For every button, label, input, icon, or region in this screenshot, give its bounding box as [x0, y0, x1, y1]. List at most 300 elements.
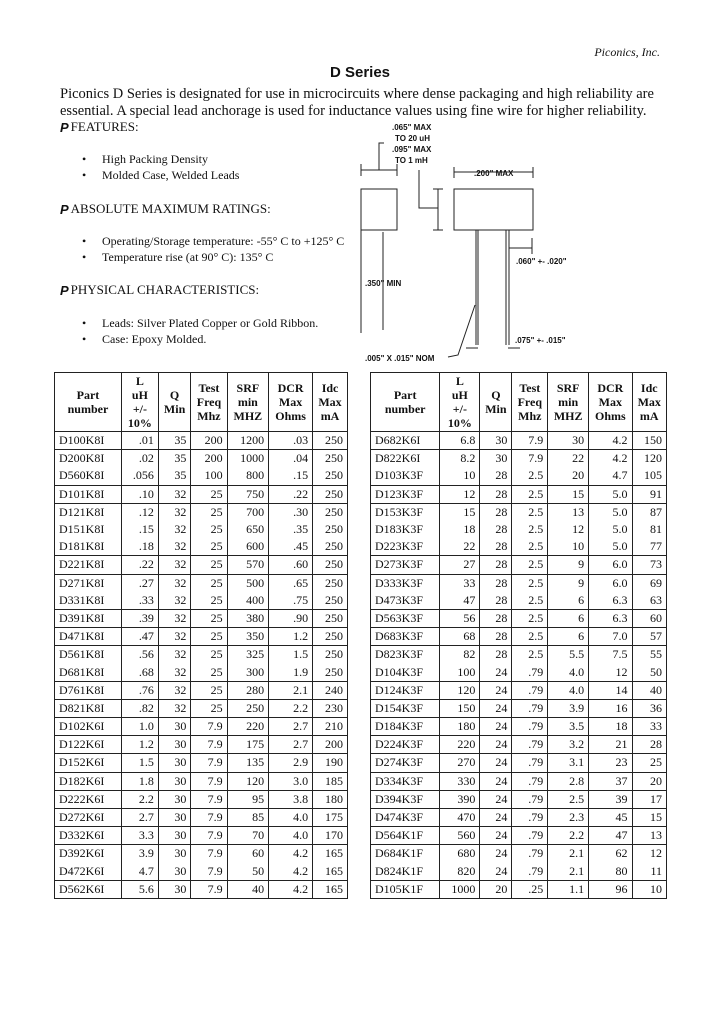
list-item: • Operating/Storage temperature: -55° C to +125° C	[82, 233, 344, 249]
part-number-cell: D472K6I	[55, 863, 122, 881]
value-cell: 32	[158, 609, 190, 627]
value-cell: 7.9	[512, 450, 548, 468]
ratings-list	[82, 233, 344, 265]
value-cell: .79	[512, 845, 548, 863]
value-cell: .15	[269, 467, 313, 485]
value-cell: 250	[313, 503, 348, 521]
value-cell: 165	[313, 880, 348, 898]
value-cell: .79	[512, 827, 548, 845]
value-cell: 11	[632, 863, 666, 881]
value-cell: 20	[480, 880, 512, 898]
value-cell: 24	[480, 790, 512, 808]
value-cell: 33	[632, 718, 666, 736]
value-cell: 470	[440, 808, 480, 826]
value-cell: 7.9	[191, 827, 227, 845]
value-cell: 1200	[227, 432, 268, 450]
part-number-cell: D200K8I	[55, 450, 122, 468]
value-cell: 100	[440, 663, 480, 681]
column-header	[480, 373, 512, 432]
column-header-line: +/-	[452, 402, 467, 416]
value-cell: 2.5	[512, 485, 548, 503]
table-row	[371, 808, 667, 826]
value-cell: 10	[632, 880, 666, 898]
value-cell: 250	[313, 574, 348, 592]
value-cell: .25	[512, 880, 548, 898]
column-header	[512, 373, 548, 432]
part-number-cell: D331K8I	[55, 592, 122, 610]
table-row	[371, 556, 667, 574]
value-cell: 280	[227, 681, 268, 699]
value-cell: 650	[227, 521, 268, 538]
value-cell: 120	[632, 450, 666, 468]
value-cell: 25	[191, 485, 227, 503]
value-cell: 30	[158, 880, 190, 898]
value-cell: 24	[480, 808, 512, 826]
value-cell: 2.1	[548, 845, 589, 863]
value-cell: 120	[227, 772, 268, 790]
value-cell: 2.5	[512, 609, 548, 627]
column-header	[55, 373, 122, 432]
table-row	[371, 521, 667, 538]
column-header-line: Mhz	[518, 409, 542, 423]
value-cell: 25	[191, 609, 227, 627]
value-cell: 24	[480, 845, 512, 863]
value-cell: 105	[632, 467, 666, 485]
column-header-line: L	[135, 374, 144, 388]
value-cell: .056	[121, 467, 158, 485]
section-title: ABSOLUTE MAXIMUM RATINGS:	[70, 201, 271, 216]
column-header	[121, 373, 158, 432]
table-row	[55, 699, 348, 717]
value-cell: 81	[632, 521, 666, 538]
company-name: Piconics, Inc.	[594, 45, 660, 59]
table-row	[55, 880, 348, 898]
value-cell: 25	[191, 681, 227, 699]
value-cell: 28	[480, 556, 512, 574]
part-number-cell: D681K8I	[55, 663, 122, 681]
table-row	[371, 754, 667, 772]
value-cell: 6.8	[440, 432, 480, 450]
part-number-cell: D222K6I	[55, 790, 122, 808]
value-cell: 12	[632, 845, 666, 863]
value-cell: 330	[440, 772, 480, 790]
value-cell: 1000	[440, 880, 480, 898]
value-cell: .18	[121, 538, 158, 556]
value-cell: 15	[632, 808, 666, 826]
value-cell: 18	[440, 521, 480, 538]
value-cell: 7.0	[589, 628, 632, 646]
table-row	[371, 538, 667, 556]
column-header-line: Freq	[517, 395, 543, 409]
dim-label: .075" +- .015"	[515, 336, 566, 345]
value-cell: 39	[589, 790, 632, 808]
intro-paragraph: Piconics D Series is designated for use in microcircuits where dense packaging and high reliability are essential. A special lead anchorage is used for inductance values using fine wire for higher reliability.	[60, 86, 654, 119]
part-number-cell: D564K1F	[371, 827, 440, 845]
part-number-cell: D562K6I	[55, 880, 122, 898]
value-cell: 150	[440, 699, 480, 717]
column-header	[440, 373, 480, 432]
column-header-line: Idc	[640, 381, 658, 395]
value-cell: 50	[632, 663, 666, 681]
column-header	[548, 373, 589, 432]
value-cell: 7.9	[191, 736, 227, 754]
part-number-cell: D224K3F	[371, 736, 440, 754]
value-cell: 32	[158, 699, 190, 717]
value-cell: 1.2	[269, 628, 313, 646]
value-cell: .79	[512, 790, 548, 808]
value-cell: 2.7	[269, 718, 313, 736]
section-features-heading	[60, 119, 139, 135]
value-cell: 700	[227, 503, 268, 521]
value-cell: 57	[632, 628, 666, 646]
value-cell: 30	[158, 845, 190, 863]
value-cell: 2.5	[512, 503, 548, 521]
value-cell: 24	[480, 772, 512, 790]
value-cell: 165	[313, 845, 348, 863]
value-cell: 68	[440, 628, 480, 646]
value-cell: 200	[313, 736, 348, 754]
part-number-cell: D104K3F	[371, 663, 440, 681]
value-cell: 7.9	[191, 754, 227, 772]
list-item: • Molded Case, Welded Leads	[82, 167, 239, 183]
value-cell: 32	[158, 503, 190, 521]
value-cell: 7.9	[191, 880, 227, 898]
value-cell: 22	[440, 538, 480, 556]
column-header	[191, 373, 227, 432]
value-cell: 2.5	[512, 574, 548, 592]
value-cell: 7.9	[191, 790, 227, 808]
value-cell: 30	[158, 827, 190, 845]
value-cell: 2.5	[512, 556, 548, 574]
table-row	[55, 467, 348, 485]
value-cell: 30	[158, 863, 190, 881]
column-header	[589, 373, 632, 432]
part-number-cell: D394K3F	[371, 790, 440, 808]
value-cell: .12	[121, 503, 158, 521]
part-number-cell: D272K6I	[55, 808, 122, 826]
value-cell: 400	[227, 592, 268, 610]
list-item: • High Packing Density	[82, 151, 239, 167]
value-cell: 32	[158, 574, 190, 592]
column-header-line: Test	[198, 381, 220, 395]
value-cell: 12	[440, 485, 480, 503]
column-header-line: Part	[393, 388, 417, 402]
table-row	[55, 736, 348, 754]
value-cell: 47	[589, 827, 632, 845]
table-row	[55, 681, 348, 699]
part-number-cell: D683K3F	[371, 628, 440, 646]
value-cell: 60	[227, 845, 268, 863]
column-header-line: number	[384, 402, 426, 416]
value-cell: 220	[440, 736, 480, 754]
table-row	[55, 521, 348, 538]
table-row	[371, 845, 667, 863]
value-cell: 3.3	[121, 827, 158, 845]
dim-label: .060" +- .020"	[516, 257, 567, 266]
table-row	[55, 845, 348, 863]
value-cell: 5.0	[589, 521, 632, 538]
table-row	[371, 646, 667, 664]
column-header-line: min	[558, 395, 579, 409]
column-header-line: min	[237, 395, 258, 409]
value-cell: 1.5	[269, 646, 313, 664]
piconics-logo-icon: P	[60, 201, 69, 217]
value-cell: 14	[589, 681, 632, 699]
value-cell: 87	[632, 503, 666, 521]
value-cell: 40	[227, 880, 268, 898]
table-row	[55, 718, 348, 736]
part-number-cell: D392K6I	[55, 845, 122, 863]
value-cell: 240	[313, 681, 348, 699]
value-cell: 1.0	[121, 718, 158, 736]
column-header-line: Mhz	[197, 409, 221, 423]
features-list	[82, 151, 239, 183]
part-number-cell: D560K8I	[55, 467, 122, 485]
part-number-cell: D274K3F	[371, 754, 440, 772]
value-cell: 3.1	[548, 754, 589, 772]
value-cell: 2.5	[512, 646, 548, 664]
part-number-cell: D271K8I	[55, 574, 122, 592]
value-cell: 250	[313, 646, 348, 664]
value-cell: .10	[121, 485, 158, 503]
table-row	[371, 432, 667, 450]
dim-label: .095" MAX	[392, 145, 432, 154]
value-cell: 1.5	[121, 754, 158, 772]
part-number-cell: D391K8I	[55, 609, 122, 627]
value-cell: 25	[191, 663, 227, 681]
value-cell: .79	[512, 808, 548, 826]
value-cell: 4.0	[269, 827, 313, 845]
value-cell: .68	[121, 663, 158, 681]
table-row	[371, 790, 667, 808]
dim-label: .005" X .015" NOM	[365, 354, 435, 363]
value-cell: 500	[227, 574, 268, 592]
value-cell: 570	[227, 556, 268, 574]
value-cell: 35	[158, 450, 190, 468]
value-cell: 150	[632, 432, 666, 450]
table-row	[371, 880, 667, 898]
value-cell: 9	[548, 556, 589, 574]
column-header-line: DCR	[597, 381, 624, 395]
parts-table-left	[54, 372, 348, 899]
table-row	[371, 863, 667, 881]
value-cell: 1000	[227, 450, 268, 468]
page-title: D Series	[329, 64, 391, 81]
value-cell: 1.8	[121, 772, 158, 790]
value-cell: 32	[158, 485, 190, 503]
value-cell: 30	[158, 772, 190, 790]
value-cell: 250	[313, 485, 348, 503]
value-cell: .35	[269, 521, 313, 538]
part-number-cell: D184K3F	[371, 718, 440, 736]
part-number-cell: D473K3F	[371, 592, 440, 610]
part-number-cell: D561K8I	[55, 646, 122, 664]
value-cell: .33	[121, 592, 158, 610]
value-cell: .75	[269, 592, 313, 610]
value-cell: 37	[589, 772, 632, 790]
value-cell: 5.0	[589, 538, 632, 556]
table-row	[371, 485, 667, 503]
column-header-line: Ohms	[594, 409, 626, 423]
value-cell: 15	[440, 503, 480, 521]
part-number-cell: D121K8I	[55, 503, 122, 521]
value-cell: 13	[632, 827, 666, 845]
column-header-line: MHZ	[233, 409, 263, 423]
value-cell: 250	[313, 628, 348, 646]
value-cell: 4.7	[589, 467, 632, 485]
value-cell: .03	[269, 432, 313, 450]
value-cell: 7.9	[512, 432, 548, 450]
table-row	[55, 754, 348, 772]
value-cell: 30	[480, 432, 512, 450]
table-row	[55, 556, 348, 574]
value-cell: 250	[313, 663, 348, 681]
value-cell: 250	[313, 609, 348, 627]
value-cell: 50	[227, 863, 268, 881]
column-header	[313, 373, 348, 432]
value-cell: 600	[227, 538, 268, 556]
column-header-line: Min	[485, 402, 507, 416]
table-row	[371, 450, 667, 468]
value-cell: 165	[313, 863, 348, 881]
table-row	[371, 467, 667, 485]
value-cell: .79	[512, 736, 548, 754]
value-cell: 25	[191, 646, 227, 664]
part-number-cell: D221K8I	[55, 556, 122, 574]
value-cell: 4.2	[269, 863, 313, 881]
value-cell: 135	[227, 754, 268, 772]
table-row	[371, 736, 667, 754]
table-row	[371, 574, 667, 592]
value-cell: 23	[589, 754, 632, 772]
value-cell: .60	[269, 556, 313, 574]
table-row	[55, 432, 348, 450]
value-cell: 25	[191, 503, 227, 521]
column-header-line: uH	[451, 388, 468, 402]
table-row	[55, 646, 348, 664]
value-cell: 2.9	[269, 754, 313, 772]
dim-label: TO 20 uH	[395, 134, 430, 143]
value-cell: 28	[480, 503, 512, 521]
table-row	[371, 699, 667, 717]
value-cell: .79	[512, 663, 548, 681]
value-cell: 250	[313, 556, 348, 574]
value-cell: 77	[632, 538, 666, 556]
column-header-line: 10%	[127, 416, 152, 430]
value-cell: 60	[632, 609, 666, 627]
value-cell: .22	[121, 556, 158, 574]
value-cell: 200	[191, 450, 227, 468]
value-cell: 28	[480, 592, 512, 610]
value-cell: 28	[632, 736, 666, 754]
parts-table-right	[370, 372, 667, 899]
value-cell: 4.7	[121, 863, 158, 881]
value-cell: 32	[158, 663, 190, 681]
value-cell: 28	[480, 574, 512, 592]
column-header-line: Min	[163, 402, 186, 416]
value-cell: 7.9	[191, 808, 227, 826]
table-row	[55, 663, 348, 681]
value-cell: .76	[121, 681, 158, 699]
value-cell: 25	[191, 556, 227, 574]
column-header-line: Idc	[321, 381, 339, 395]
value-cell: 6	[548, 628, 589, 646]
value-cell: 5.0	[589, 485, 632, 503]
value-cell: .65	[269, 574, 313, 592]
part-number-cell: D821K8I	[55, 699, 122, 717]
value-cell: 10	[440, 467, 480, 485]
value-cell: .79	[512, 754, 548, 772]
table-row	[55, 592, 348, 610]
value-cell: .01	[121, 432, 158, 450]
value-cell: 28	[480, 521, 512, 538]
value-cell: 2.2	[121, 790, 158, 808]
table-row	[371, 663, 667, 681]
value-cell: .22	[269, 485, 313, 503]
part-number-cell: D684K1F	[371, 845, 440, 863]
value-cell: 750	[227, 485, 268, 503]
value-cell: 12	[589, 663, 632, 681]
value-cell: 2.5	[512, 538, 548, 556]
value-cell: 3.9	[121, 845, 158, 863]
column-header-line: Max	[318, 395, 342, 409]
part-number-cell: D153K3F	[371, 503, 440, 521]
value-cell: 56	[440, 609, 480, 627]
value-cell: 2.7	[121, 808, 158, 826]
table-row	[371, 718, 667, 736]
value-cell: 45	[589, 808, 632, 826]
value-cell: 5.0	[589, 503, 632, 521]
part-number-cell: D152K6I	[55, 754, 122, 772]
value-cell: 4.0	[548, 663, 589, 681]
value-cell: 800	[227, 467, 268, 485]
table-row	[55, 827, 348, 845]
column-header-line: 10%	[447, 416, 472, 430]
value-cell: 7.9	[191, 772, 227, 790]
value-cell: 250	[313, 521, 348, 538]
value-cell: 2.8	[548, 772, 589, 790]
table-row	[55, 772, 348, 790]
value-cell: 250	[313, 432, 348, 450]
column-header-line: Part	[76, 388, 100, 402]
value-cell: .82	[121, 699, 158, 717]
value-cell: 4.2	[589, 450, 632, 468]
value-cell: 32	[158, 592, 190, 610]
column-header-line: +/-	[132, 402, 147, 416]
value-cell: 1.1	[548, 880, 589, 898]
part-number-cell: D154K3F	[371, 699, 440, 717]
value-cell: 7.9	[191, 863, 227, 881]
table-row	[55, 574, 348, 592]
part-number-cell: D151K8I	[55, 521, 122, 538]
value-cell: .79	[512, 772, 548, 790]
value-cell: 190	[313, 754, 348, 772]
value-cell: 33	[440, 574, 480, 592]
column-header-line: Freq	[196, 395, 222, 409]
value-cell: 350	[227, 628, 268, 646]
table-row	[371, 592, 667, 610]
column-header-line: Max	[278, 395, 303, 409]
dim-label: .065" MAX	[392, 123, 432, 132]
part-number-cell: D122K6I	[55, 736, 122, 754]
part-number-cell: D332K6I	[55, 827, 122, 845]
value-cell: 25	[191, 628, 227, 646]
value-cell: 28	[480, 628, 512, 646]
value-cell: 24	[480, 863, 512, 881]
table-row	[55, 863, 348, 881]
column-header-line: L	[455, 374, 464, 388]
table-row	[371, 609, 667, 627]
